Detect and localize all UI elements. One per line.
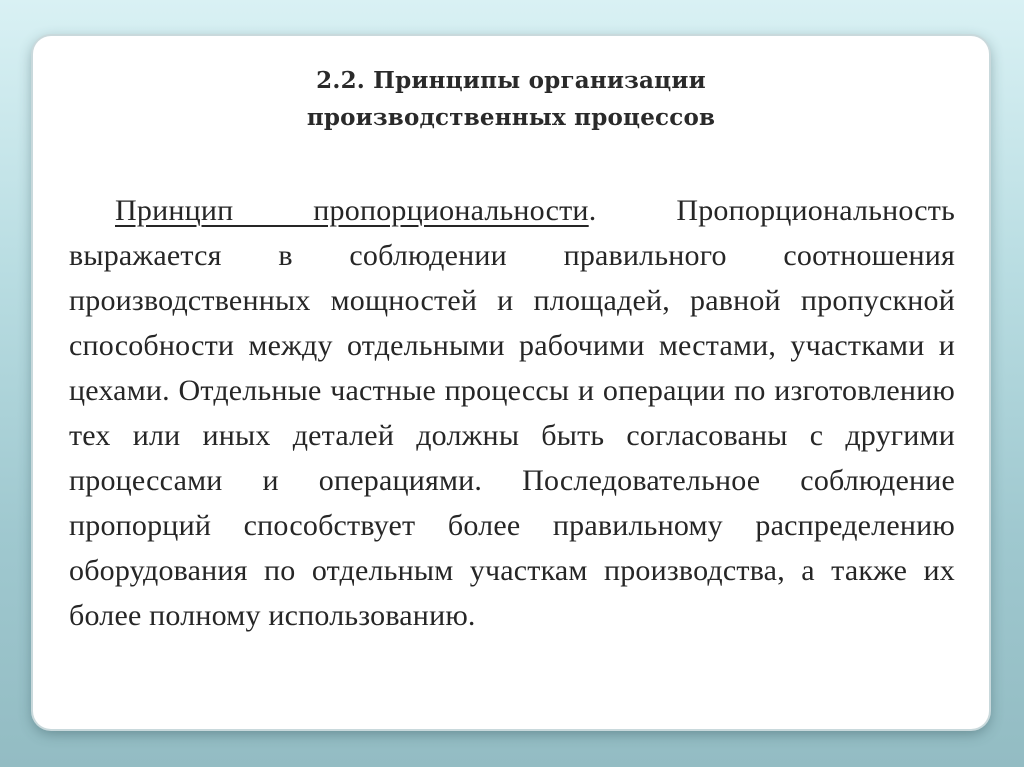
body-paragraph-text: . Пропорциональность выражается в соблюдении правильного соотношения производственных мощностей и площадей, равной пропускной способности между отдельными рабочими местами, участками и цехами. Отдельные частные процессы и операции по изготовлению тех или иных деталей должны быть согласованы с другими процессами и операциями. Последовательное соблюдение пропорций способствует более правильному распределению оборудования по отдельным участкам производства, а также их более полному использованию. — [69, 194, 955, 632]
slide-card — [33, 36, 989, 729]
section-title — [33, 62, 989, 136]
section-title-line-1: 2.2. Принципы организации — [316, 67, 706, 94]
body-paragraph — [69, 188, 955, 638]
principle-term: Принцип пропорциональности — [115, 194, 589, 227]
section-title-line-2: производственных процессов — [306, 104, 716, 131]
